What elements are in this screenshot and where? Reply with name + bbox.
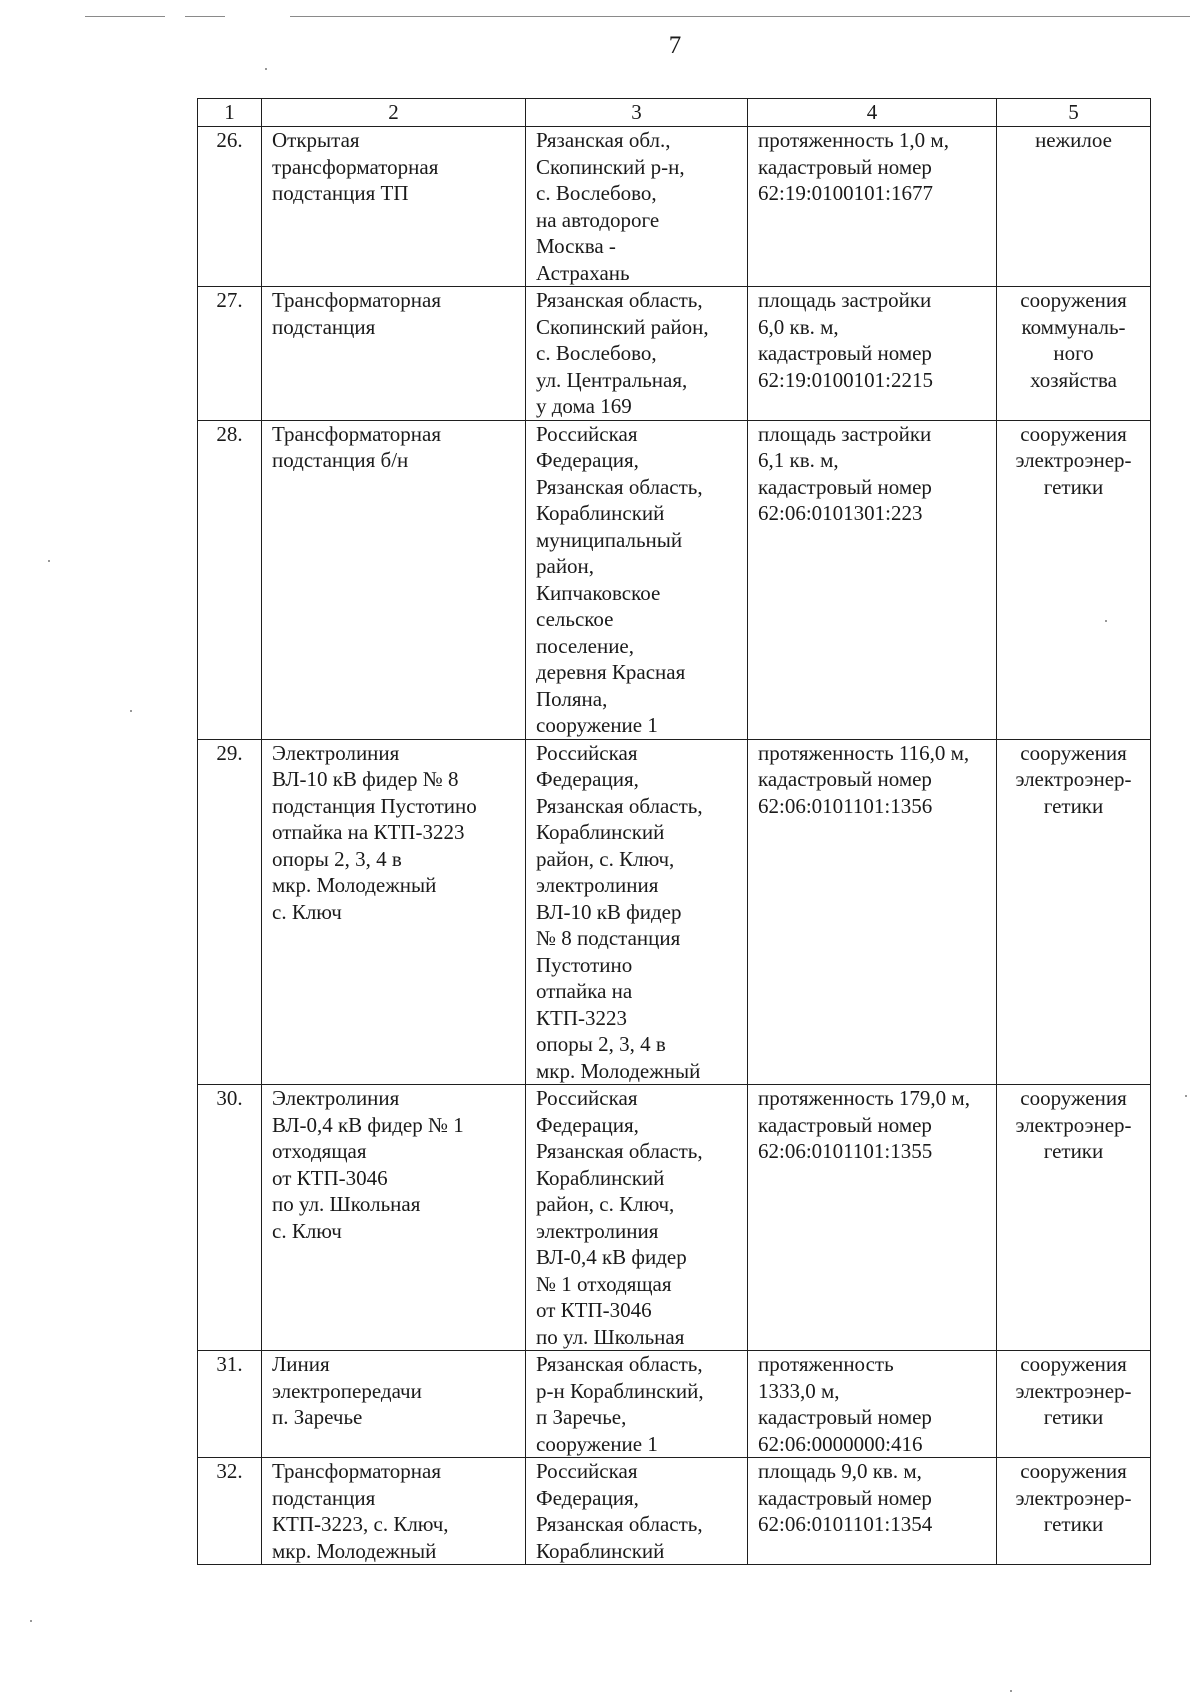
scan-speck — [130, 710, 132, 712]
scan-artifact-line — [185, 16, 225, 17]
column-number: 4 — [748, 99, 997, 127]
object-purpose — [997, 1085, 1151, 1351]
row-number — [198, 1458, 262, 1565]
object-address — [526, 420, 748, 739]
scan-artifact-line — [85, 16, 165, 17]
object-name-text: Электролиния ВЛ-10 кВ фидер № 8 подстанция Пустотино отпайка на КТП-3223 опоры 2, 3, 4 в мкр. Молодежный с. Ключ — [272, 740, 477, 924]
scan-speck — [30, 1620, 32, 1622]
object-name — [262, 420, 526, 739]
property-register-table — [197, 98, 1151, 1565]
object-address-text: Рязанская обл., Скопинский р-н, с. Вослебово, на автодороге Москва - Астрахань — [536, 128, 685, 285]
object-address — [526, 1085, 748, 1351]
object-name — [262, 739, 526, 1085]
row-number — [198, 127, 262, 287]
object-characteristics — [748, 287, 997, 421]
row-number — [198, 287, 262, 421]
object-characteristics-text: площадь 9,0 кв. м, кадастровый номер 62:06:0101101:1354 — [758, 1459, 933, 1536]
table-row — [198, 420, 1151, 739]
object-name-text: Линия электропередачи п. Заречье — [272, 1352, 422, 1429]
object-characteristics — [748, 1351, 997, 1458]
table-row — [198, 1085, 1151, 1351]
row-number-text: 29. — [216, 740, 243, 765]
object-purpose-text: сооружения коммуналь- ного хозяйства — [1020, 288, 1127, 392]
column-number: 5 — [997, 99, 1151, 127]
object-address-text: Российская Федерация, Рязанская область, Кораблинский — [536, 1459, 703, 1563]
scan-artifact-line — [290, 16, 1190, 17]
object-purpose-text: сооружения электроэнер- гетики — [1015, 421, 1132, 499]
object-name-text: Открытая трансформаторная подстанция ТП — [272, 128, 439, 205]
row-number-text: 26. — [216, 128, 243, 152]
object-purpose — [997, 420, 1151, 739]
object-name-text: Электролиния ВЛ-0,4 кВ фидер № 1 отходящая от КТП-3046 по ул. Школьная с. Ключ — [272, 1086, 464, 1243]
object-name — [262, 1458, 526, 1565]
column-number: 3 — [526, 99, 748, 127]
object-name — [262, 1351, 526, 1458]
object-characteristics-text: протяженность 116,0 м, кадастровый номер 62:06:0101101:1356 — [758, 740, 970, 818]
object-address-text: Российская Федерация, Рязанская область, Кораблинский район, с. Ключ, электролиния ВЛ-0,4 кВ фидер № 1 отходящая от КТП-3046 по ул. Школьная — [536, 1086, 703, 1349]
object-address-text: Российская Федерация, Рязанская область, Кораблинский муниципальный район, Кипчаковское сельское поселение, деревня Красная Поляна, сооружение 1 — [536, 421, 703, 737]
object-name-text: Трансформаторная подстанция — [272, 288, 441, 339]
object-purpose-text: сооружения электроэнер- гетики — [1015, 1352, 1132, 1429]
column-number-row — [198, 99, 1151, 127]
object-address — [526, 127, 748, 287]
row-number-text: 27. — [216, 288, 243, 312]
column-number: 1 — [198, 99, 262, 127]
row-number — [198, 1351, 262, 1458]
object-characteristics — [748, 739, 997, 1085]
object-purpose — [997, 287, 1151, 421]
table-row — [198, 1351, 1151, 1458]
object-purpose-text: сооружения электроэнер- гетики — [1015, 1086, 1132, 1163]
scan-speck — [265, 68, 267, 70]
scan-speck — [1105, 620, 1107, 622]
object-characteristics-text: протяженность 179,0 м, кадастровый номер 62:06:0101101:1355 — [758, 1086, 970, 1163]
object-characteristics-text: протяженность 1,0 м, кадастровый номер 62:19:0100101:1677 — [758, 128, 949, 205]
table-row — [198, 287, 1151, 421]
object-purpose-text: сооружения электроэнер- гетики — [1015, 1459, 1132, 1536]
row-number-text: 28. — [216, 421, 243, 446]
object-name — [262, 1085, 526, 1351]
object-characteristics-text: площадь застройки 6,1 кв. м, кадастровый номер 62:06:0101301:223 — [758, 421, 932, 525]
column-number: 2 — [262, 99, 526, 127]
row-number-text: 32. — [216, 1459, 243, 1483]
object-name-text: Трансформаторная подстанция б/н — [272, 421, 441, 472]
object-address — [526, 1458, 748, 1565]
page-number: 7 — [668, 32, 682, 59]
object-purpose — [997, 127, 1151, 287]
object-purpose — [997, 1351, 1151, 1458]
object-name-text: Трансформаторная подстанция КТП-3223, с. Ключ, мкр. Молодежный — [272, 1459, 449, 1563]
object-address — [526, 1351, 748, 1458]
row-number — [198, 1085, 262, 1351]
row-number — [198, 739, 262, 1085]
table-row — [198, 1458, 1151, 1565]
scan-speck — [48, 560, 50, 562]
object-characteristics-text: протяженность 1333,0 м, кадастровый номер 62:06:0000000:416 — [758, 1352, 932, 1456]
row-number — [198, 420, 262, 739]
table-row — [198, 739, 1151, 1085]
object-address-text: Рязанская область, р-н Кораблинский, п Заречье, сооружение 1 — [536, 1352, 704, 1456]
object-address-text: Российская Федерация, Рязанская область, Кораблинский район, с. Ключ, электролиния ВЛ-10 кВ фидер № 8 подстанция Пустотино отпайка на КТП-3223 опоры 2, 3, 4 в мкр. Молодежный — [536, 740, 703, 1083]
table-row — [198, 127, 1151, 287]
row-number-text: 30. — [216, 1086, 243, 1110]
object-name — [262, 287, 526, 421]
object-purpose — [997, 739, 1151, 1085]
object-address-text: Рязанская область, Скопинский район, с. Вослебово, ул. Центральная, у дома 169 — [536, 288, 709, 418]
scan-speck — [1010, 1690, 1012, 1692]
object-characteristics — [748, 1458, 997, 1565]
object-purpose-text: сооружения электроэнер- гетики — [1015, 740, 1132, 818]
object-address — [526, 739, 748, 1085]
object-name — [262, 127, 526, 287]
scan-speck — [1185, 1095, 1187, 1097]
object-characteristics — [748, 127, 997, 287]
object-characteristics-text: площадь застройки 6,0 кв. м, кадастровый номер 62:19:0100101:2215 — [758, 288, 934, 392]
object-characteristics — [748, 1085, 997, 1351]
object-address — [526, 287, 748, 421]
object-characteristics — [748, 420, 997, 739]
object-purpose-text: нежилое — [1035, 128, 1112, 152]
row-number-text: 31. — [216, 1352, 243, 1376]
object-purpose — [997, 1458, 1151, 1565]
